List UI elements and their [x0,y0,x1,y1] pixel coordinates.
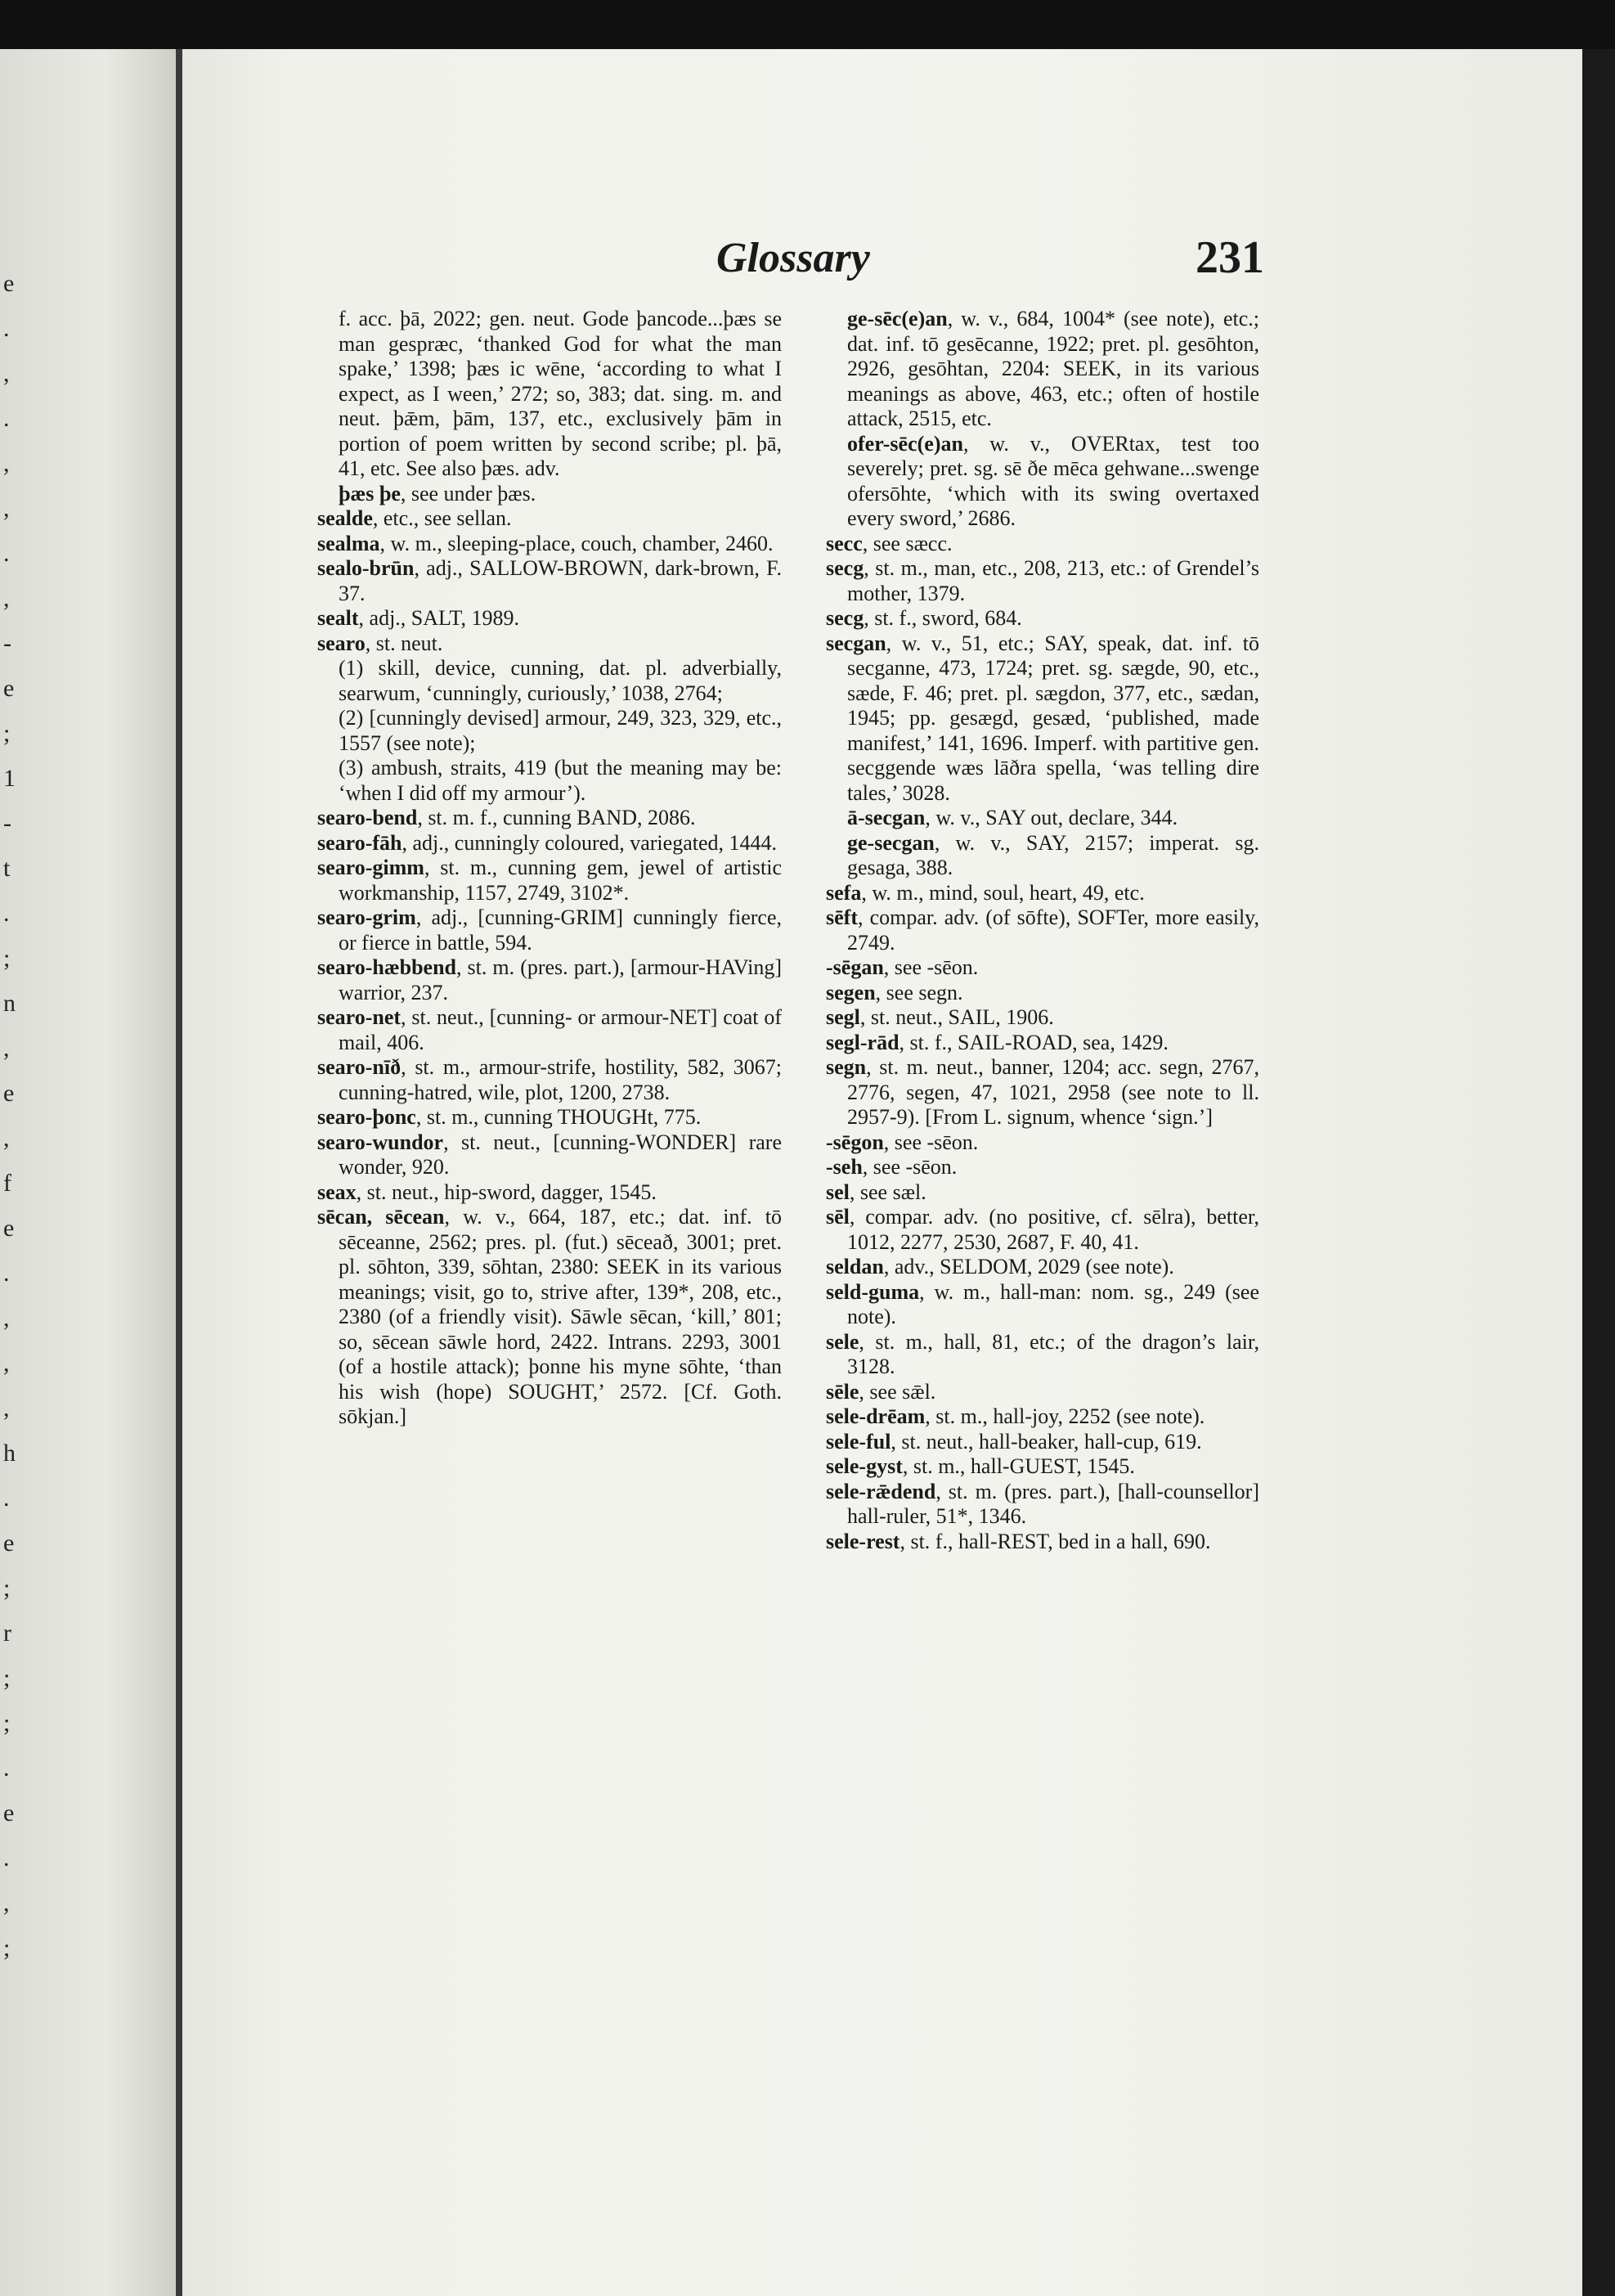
running-head-title: Glossary [716,235,870,281]
glossary-entry [826,955,1259,981]
glossary-entry [826,1255,1259,1280]
entry-headword: searo-nīð [317,1055,402,1079]
entry-headword: searo-gimm [317,856,424,879]
entry-definition: , w. m., sleeping-place, couch, chamber, 2460. [379,531,774,555]
margin-letter: . [3,540,10,567]
margin-letter: . [3,1485,10,1512]
margin-letter: r [3,1620,11,1647]
glossary-entry [317,955,782,1005]
glossary-entry [317,506,782,532]
glossary-entry [826,1530,1259,1555]
entry-definition: , w. v., 684, 1004* (see note), etc.; dat. inf. tō gesēcanne, 1922; pret. pl. gesōhton, 2926, gesōhtan, 2204: SEEK, in its various meanings as above, 463, etc.; often of hostile attack, 2515, etc. [847,307,1259,430]
entry-definition: , st. neut., SAIL, 1906. [859,1005,1054,1029]
entry-headword: sele-rǣdend [826,1479,936,1503]
margin-letter: h [3,1440,16,1467]
entry-definition: , st. neut., [cunning- or armour-NET] coat of mail, 406. [339,1005,782,1054]
glossary-entry [826,981,1259,1006]
entry-definition: , st. f., hall-REST, bed in a hall, 690. [899,1529,1211,1553]
entry-headword: sele-ful [826,1429,891,1454]
entry-headword: seax [317,1179,357,1204]
glossary-entry [826,1055,1259,1130]
entry-definition: , st. f., SAIL-ROAD, sea, 1429. [899,1030,1169,1054]
entry-definition: , st. m., hall-GUEST, 1545. [902,1454,1135,1478]
margin-letter: . [3,405,10,432]
margin-letter: t [3,855,11,882]
book-gutter [176,49,182,2296]
entry-definition: , w. v., 664, 187, etc.; dat. inf. tō sēceanne, 2562; pres. pl. (fut.) sēceað, 3001; pret. pl. sōhton, 339, sōhtan, 2380: SEEK in its various meanings; visit, go to, strive after, 139*, 208, etc., 2380 (of a friendly visit). Sāwle sēcan, ‘kill,’ 801; so, sēcean sāwle hord, 2422. Intrans. 2293, 3001 (of a hostile attack); þonne his myne sōhte, ‘than his wish (hope) SOUGHT,’ 2572. [Cf. Goth. sōkjan.] [339,1205,783,1428]
entry-headword: seldan [826,1255,884,1278]
margin-letter: . [3,315,10,342]
entry-headword: -sēgon [826,1130,884,1154]
entry-definition: , adj., SALLOW-BROWN, dark-brown, F. 37. [339,556,782,605]
entry-headword: searo [317,631,366,655]
margin-letter: , [3,360,10,387]
entry-headword: sealma [317,531,380,555]
entry-definition: , st. m., hall, 81, etc.; of the dragon’s lair, 3128. [847,1329,1259,1378]
entry-definition: , w. v., OVERtax, test too severely; pret. sg. sē ðe mēca gehwane...swenge ofersōhte, ‘which with its swing overtaxed every sword,’ 2686. [847,431,1259,530]
glossary-entry [317,532,782,557]
entry-headword: searo-net [317,1005,402,1029]
entry-headword: seld-guma [826,1279,920,1304]
entry-definition: , st. neut., [cunning-WONDER] rare wonder, 920. [339,1130,782,1179]
entry-definition: , st. m. f., cunning BAND, 2086. [417,806,696,829]
entry-headword: sele-gyst [826,1454,903,1478]
glossary-entry [826,881,1259,906]
glossary-entry [826,532,1259,557]
entry-definition: , compar. adv. (no positive, cf. sēlra), better, 1012, 2277, 2530, 2687, F. 40, 41. [847,1205,1259,1254]
entry-headword: sefa [826,880,862,905]
margin-letter: ; [3,720,11,747]
margin-letter: , [3,1889,10,1916]
entry-definition: , w. v., SAY, 2157; imperat. sg. gesaga, 388. [847,830,1259,879]
glossary-entry [317,1105,782,1130]
entry-headword: secc [826,531,863,555]
glossary-entry [317,905,782,955]
glossary-entry [317,556,782,606]
glossary-entry [826,1330,1259,1380]
glossary-entry [317,1005,782,1055]
glossary-entry [826,806,1259,831]
glossary-entry [826,432,1259,532]
entry-headword: segn [826,1055,867,1079]
margin-letter: e [3,1215,15,1242]
glossary-entry [826,905,1259,955]
margin-letter: . [3,1260,10,1287]
entry-headword: sēft [826,905,858,929]
entry-definition: , compar. adv. (of sōfte), SOFTer, more easily, 2749. [847,905,1259,955]
glossary-entry [826,1480,1259,1530]
glossary-entry [826,1430,1259,1455]
glossary-entry [317,1055,782,1105]
glossary-column-right [826,307,1259,1554]
margin-letter: , [3,585,10,612]
glossary-entry [317,307,782,482]
margin-letter: ; [3,1934,11,1961]
entry-definition: , see sǣl. [859,1379,936,1404]
glossary-entry [826,556,1259,606]
entry-definition: , st. m., hall-joy, 2252 (see note). [925,1404,1205,1428]
entry-headword: ge-sēc(e)an [847,307,948,330]
margin-letter: ; [3,945,11,972]
entry-definition: , see under þæs. [400,481,536,505]
margin-letter: f [3,1170,11,1197]
margin-letter: ; [3,1575,11,1602]
entry-headword: þæs þe [339,481,401,505]
entry-definition: , st. m. (pres. part.), [hall-counsellor] hall-ruler, 51*, 1346. [847,1479,1259,1528]
entry-headword: sēl [826,1205,850,1229]
entry-definition: , st. neut., hall-beaker, hall-cup, 619. [890,1429,1202,1454]
margin-letter: e [3,270,15,297]
glossary-entry [317,606,782,631]
margin-letter: . [3,1844,10,1871]
entry-definition: , etc., see sellan. [372,506,512,530]
entry-headword: sele-rest [826,1529,900,1553]
glossary-entry [317,1205,782,1430]
margin-letter: - [3,810,11,837]
entry-definition: , see sæl. [849,1179,926,1204]
entry-headword: sealo-brūn [317,556,415,580]
entry-headword: sēle [826,1379,859,1404]
glossary-entry [317,1130,782,1180]
margin-letter: , [3,1350,10,1377]
margin-letter: - [3,630,11,657]
margin-letter: 1 [3,765,16,792]
glossary-entry [317,831,782,856]
glossary-entry [826,1205,1259,1255]
entry-definition: , st. m., cunning gem, jewel of artistic workmanship, 1157, 2749, 3102*. [339,856,782,905]
entry-headword: searo-hæbbend [317,955,457,979]
entry-headword: ofer-sēc(e)an [847,431,963,456]
entry-definition: , w. v., SAY out, declare, 344. [925,806,1178,829]
margin-letter: , [3,495,10,522]
margin-letter: , [3,450,10,477]
entry-headword: searo-þonc [317,1105,416,1129]
entry-definition: , adv., SELDOM, 2029 (see note). [883,1255,1174,1278]
glossary-entry [826,631,1259,807]
entry-definition: , st. m. (pres. part.), [armour-HAVing] warrior, 237. [339,955,782,1004]
entry-headword: secg [826,556,864,580]
entry-headword: sealde [317,506,373,530]
entry-definition: (2) [cunningly devised] armour, 249, 323, 329, etc., 1557 (see note); [339,706,782,755]
page-edge-shadow [1582,49,1615,2296]
margin-letter: , [3,1395,10,1422]
glossary-entry [826,1031,1259,1056]
entry-definition: , w. m., mind, soul, heart, 49, etc. [861,880,1145,905]
entry-headword: searo-bend [317,806,418,829]
entry-headword: sel [826,1179,850,1204]
glossary-entry [317,756,782,806]
entry-definition: , adj., SALT, 1989. [358,606,519,630]
entry-headword: sēcan, sēcean [317,1205,445,1229]
glossary-entry [826,1180,1259,1206]
margin-letter: , [3,1125,10,1152]
entry-definition: , st. neut., hip-sword, dagger, 1545. [356,1179,657,1204]
margin-letter: . [3,1755,10,1782]
entry-headword: sele [826,1329,859,1354]
entry-definition: , w. v., 51, etc.; SAY, speak, dat. inf. tō secganne, 473, 1724; pret. sg. sægde, 90, etc., sæde, F. 46; pret. pl. sægdon, 377, etc., sædan, 1945; pp. gesægd, gesæd, ‘published, made manifest,’ 141, 1696. Imperf. with partitive gen. secggende wæs lāðra spella, ‘was telling dire tales,’ 3028. [847,631,1259,805]
entry-headword: searo-grim [317,905,416,929]
entry-headword: segen [826,980,876,1004]
margin-letter: e [3,675,15,702]
glossary-entry [317,1180,782,1206]
glossary-column-left [317,307,782,1430]
entry-headword: searo-wundor [317,1130,444,1154]
entry-headword: segl [826,1005,860,1029]
glossary-entry [317,806,782,831]
margin-letter: ; [3,1710,11,1737]
entry-definition: , see sæcc. [862,531,953,555]
margin-letter: , [3,1035,10,1062]
glossary-entry [826,1155,1259,1180]
entry-definition: , see -sēon. [862,1155,958,1179]
entry-definition: , st. m., armour-strife, hostility, 582, 3067; cunning-hatred, wile, plot, 1200, 2738. [339,1055,782,1104]
page-number: 231 [1196,232,1264,283]
entry-headword: secgan [826,631,886,655]
entry-headword: ge-secgan [847,830,935,855]
glossary-entry [317,482,782,507]
entry-definition: , st. f., sword, 684. [864,606,1022,630]
entry-definition: , adj., cunningly coloured, variegated, 1444. [402,830,777,855]
entry-definition: (1) skill, device, cunning, dat. pl. adverbially, searwum, ‘cunningly, curiously,’ 1038, 2764; [339,656,782,705]
margin-letter: , [3,1305,10,1332]
glossary-entry [826,1280,1259,1330]
entry-definition: , see -sēon. [883,1130,979,1154]
entry-headword: sele-drēam [826,1404,926,1428]
glossary-entry [826,606,1259,631]
entry-headword: ā-secgan [847,806,926,829]
entry-definition: f. acc. þā, 2022; gen. neut. Gode þancode...þæs se man gespræc, ‘thanked God for what the man spake,’ 1398; þæs ic wēne, ‘according to what I expect, as I ween,’ 272; so, 383; dat. sing. m. and neut. þǣm, þām, 137, etc., exclusively þām in portion of poem written by second scribe; pl. þā, 41, etc. See also þæs. adv. [339,307,782,480]
entry-definition: , st. m. neut., banner, 1204; acc. segn, 2767, 2776, segen, 47, 1021, 2958 (see note to ll. 2957-9). [From L. signum, whence ‘sign.’] [847,1055,1259,1129]
glossary-entry [826,1404,1259,1430]
entry-definition: , st. m., man, etc., 208, 213, etc.: of Grendel’s mother, 1379. [847,556,1259,605]
entry-definition: , see -sēon. [883,955,979,979]
margin-letter: e [3,1800,15,1826]
margin-letter: ; [3,1665,11,1692]
glossary-entry [826,1005,1259,1031]
margin-letter: . [3,900,10,927]
entry-headword: -sēgan [826,955,884,979]
margin-letter: e [3,1080,15,1107]
entry-definition: , st. m., cunning THOUGHt, 775. [415,1105,702,1129]
margin-letter: e [3,1530,15,1557]
entry-definition: , adj., [cunning-GRIM] cunningly fierce, or fierce in battle, 594. [339,905,782,955]
entry-headword: -seh [826,1155,863,1179]
entry-definition: , see segn. [875,980,963,1004]
glossary-entry [826,1130,1259,1156]
entry-headword: sealt [317,606,359,630]
margin-letter: n [3,990,16,1017]
facing-page-edge [0,49,176,2296]
entry-definition: , w. m., hall-man: nom. sg., 249 (see note). [847,1279,1259,1328]
glossary-entry [826,1380,1259,1405]
glossary-entry [317,856,782,905]
entry-definition: (3) ambush, straits, 419 (but the meaning may be: ‘when I did off my armour’). [339,756,782,805]
entry-headword: searo-fāh [317,830,402,855]
entry-headword: segl-rād [826,1030,899,1054]
entry-definition: , st. neut. [365,631,443,655]
glossary-entry [826,1454,1259,1480]
glossary-entry [317,706,782,756]
glossary-entry [826,307,1259,432]
glossary-entry [826,831,1259,881]
entry-headword: secg [826,606,864,630]
glossary-entry [317,631,782,657]
glossary-entry [317,656,782,706]
